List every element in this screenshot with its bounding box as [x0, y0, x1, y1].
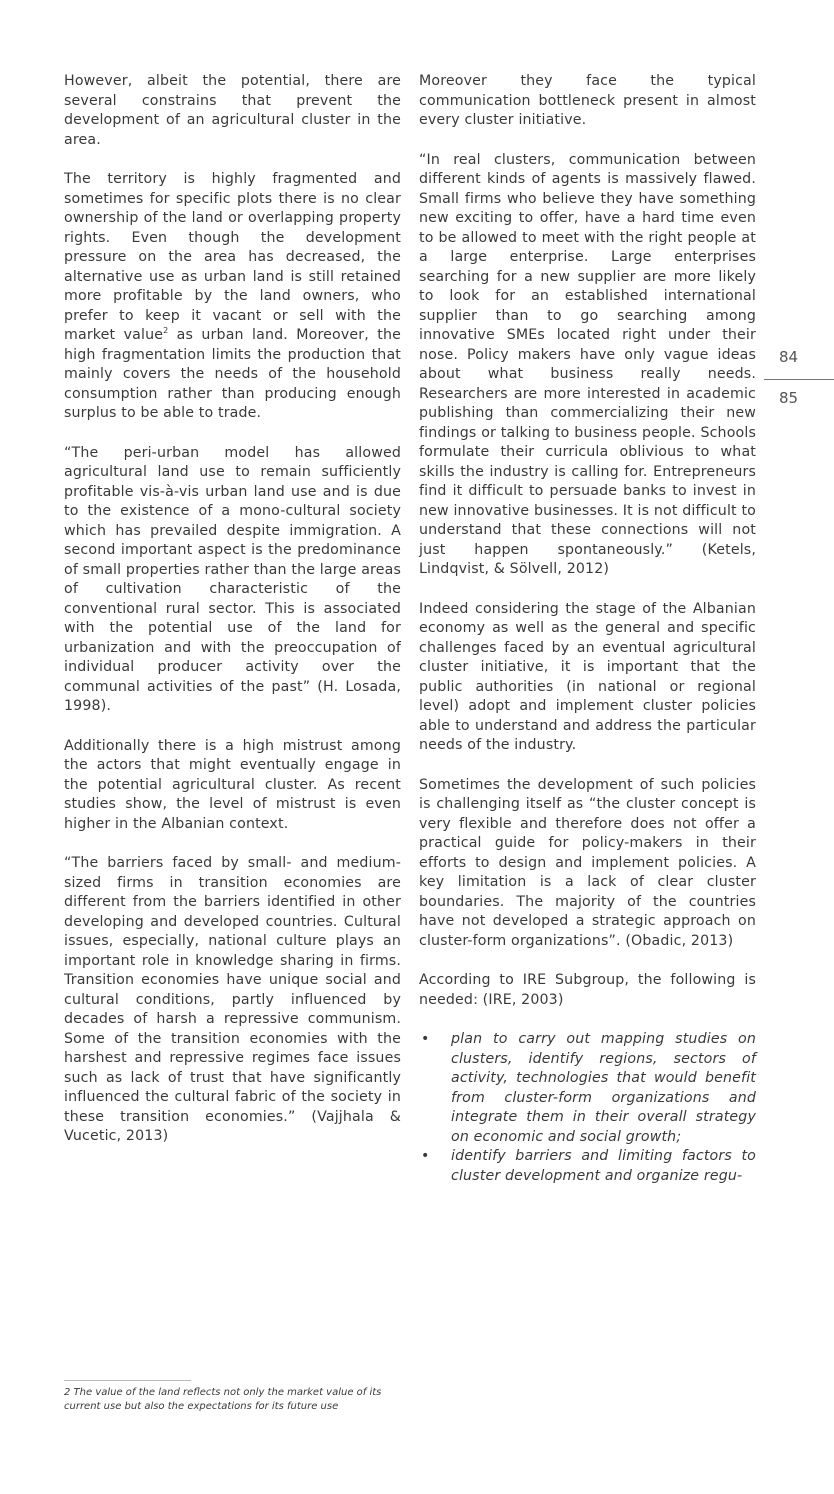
footnote-ref[interactable]: 2 [163, 326, 169, 335]
page-number-divider [764, 379, 834, 380]
list-item [419, 1030, 756, 1147]
quote-paragraph: “In real clusters, communication between different kinds of agents is massively flawed. Small firms who believe they have something new exciting to offer, have a hard time even to be allowed to meet with the right people at a large enterprise. Large enterprises searching for a new supplier are more likely to look for an established international supplier than to go searching among innovative SMEs located right under their nose. Policy makers have only vague ideas about what business really needs. Researchers are more interested in academic publishing than commercializing their new findings or talking to business people. Schools formulate their curricula oblivious to what skills the industry is calling for. Entrepreneurs find it difficult to persuade banks to invest in new innovative businesses. It is not difficult to understand that these connections will not just happen spontaneously.” (Ketels, Lindqvist, & Sölvell, 2012) [419, 151, 756, 577]
paragraph: Additionally there is a high mistrust among the actors that might eventually engage in the potential agricultural cluster. As recent studies show, the level of mistrust is even higher in the Albanian context. [64, 737, 401, 832]
list-item-text: plan to carry out mapping studies on clusters, identify regions, sectors of activity, technologies that would benefit from cluster-form organizations and integrate them in their overall strategy on economic and social growth; [451, 1031, 756, 1145]
quote-paragraph: “The barriers faced by small- and medium-sized firms in transition economies are different from the barriers identified in other developing and developed countries. Cultural issues, especially, national culture plays an important role in knowledge sharing in firms. Transition economies have unique social and cultural conditions, partly influenced by decades of harsh a repressive communism. Some of the transition economies with the harshest and repressive regimes face issues such as lack of trust that have significantly influenced the cultural fabric of the society in these transition economies.” (Vajjhala & Vucetic, 2013) [64, 855, 401, 1144]
quote-paragraph: “The peri-urban model has allowed agricultural land use to remain sufficiently profitable vis-à-vis urban land use and is due to the existence of a mono-cultural society which has prevailed despite immigration. A second important aspect is the predominance of small properties rather than the large areas of cultivation characteristic of the conventional rural sector. This is associated with the potential use of the land for urbanization and with the preoccupation of individual producer activity over the communal activities of the past” (H. Losada, 1998). [64, 444, 401, 714]
list-item-text: identify barriers and limiting factors to cluster development and organize regu- [451, 1148, 756, 1184]
bullet-list [419, 1030, 756, 1186]
footnote-divider [64, 1380, 191, 1381]
paragraph [64, 170, 401, 424]
right-column [419, 72, 756, 1186]
footnote: 2 The value of the land reflects not only the market value of its current use but also the expectations for its future use [64, 1387, 382, 1412]
paragraph: However, albeit the potential, there are several constrains that prevent the development of an agricultural cluster in the area. [64, 73, 401, 148]
paragraph: Sometimes the development of such policies is challenging itself as “the cluster concept is very flexible and therefore does not offer a practical guide for policy-makers in their efforts to design and implement policies. A key limitation is a lack of clear cluster boundaries. The majority of the countries have not developed a strategic approach on cluster-form organizations”. (Obadic, 2013) [419, 776, 756, 949]
bullet-icon: • [421, 1031, 430, 1047]
paragraph: Indeed considering the stage of the Albanian economy as well as the general and specific challenges faced by an eventual agricultural cluster initiative, it is important that the public authorities (in national or regional level) adopt and implement cluster policies able to understand and address the particular needs of the industry. [419, 600, 756, 753]
page-number-right: 85 [779, 389, 799, 407]
left-column [64, 72, 401, 1167]
page-number-left: 84 [779, 348, 799, 366]
bullet-icon: • [421, 1148, 430, 1164]
paragraph: According to IRE Subgroup, the following is needed: (IRE, 2003) [419, 972, 756, 1008]
paragraph: Moreover they face the typical communication bottleneck present in almost every cluster initiative. [419, 73, 756, 128]
list-item [419, 1147, 756, 1186]
paragraph-text: as urban land. Moreover, the high fragmentation limits the production that mainly covers the needs of the household consumption rather than producing enough surplus to be able to trade. [64, 327, 401, 421]
paragraph-text: The territory is highly fragmented and sometimes for specific plots there is no clear ownership of the land or overlapping property rights. Even though the development pressure on the area has decreased, the alternative use as urban land is still retained more profitable by the land owners, who prefer to keep it vacant or sell with the market value [64, 171, 401, 343]
